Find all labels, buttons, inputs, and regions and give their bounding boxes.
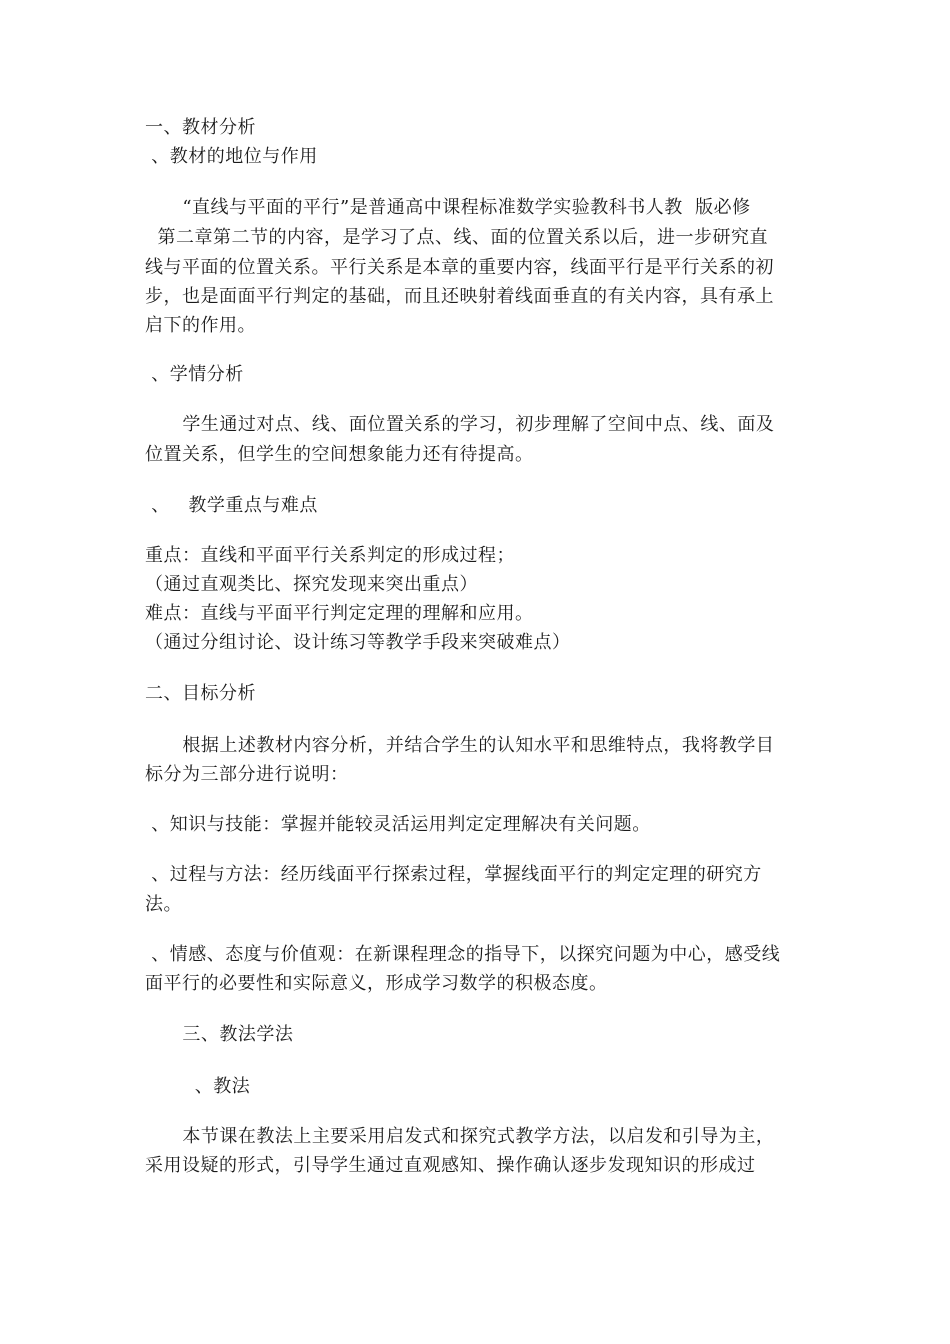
paragraph-line: “直线与平面的平行”是普通高中课程标准数学实验教科书人教 版必修 bbox=[145, 197, 751, 218]
section-heading-teaching-methods: 三、教法学法 bbox=[145, 1024, 294, 1045]
paragraph-line: 第二章第二节的内容，是学习了点、线、面的位置关系以后，进一步研究直 bbox=[145, 227, 768, 248]
goal-emotion-values: 面平行的必要性和实际意义，形成学习数学的积极态度。 bbox=[145, 973, 608, 994]
paragraph-line: 位置关系，但学生的空间想象能力还有待提高。 bbox=[145, 444, 534, 465]
key-point-line: 难点：直线与平面平行判定定理的理解和应用。 bbox=[145, 603, 534, 624]
paragraph-line: 线与平面的位置关系。平行关系是本章的重要内容，线面平行是平行关系的初 bbox=[145, 257, 774, 278]
subheading-student-analysis: 、学情分析 bbox=[145, 364, 244, 385]
paragraph-line: 根据上述教材内容分析，并结合学生的认知水平和思维特点，我将教学目 bbox=[145, 735, 775, 756]
goal-process-methods: 、过程与方法：经历线面平行探索过程，掌握线面平行的判定定理的研究方 bbox=[145, 864, 762, 885]
subheading-textbook-position: 、教材的地位与作用 bbox=[145, 146, 318, 167]
goal-emotion-values: 、情感、态度与价值观：在新课程理念的指导下，以探究问题为中心，感受线 bbox=[145, 944, 781, 965]
key-point-line: （通过直观类比、探究发现来突出重点） bbox=[145, 574, 478, 595]
paragraph-line: 本节课在教法上主要采用启发式和探究式教学方法，以启发和引导为主， bbox=[145, 1126, 775, 1147]
key-point-line: （通过分组讨论、设计练习等教学手段来突破难点） bbox=[145, 632, 571, 653]
paragraph-line: 步，也是面面平行判定的基础，而且还映射着线面垂直的有关内容，具有承上 bbox=[145, 286, 774, 307]
goal-process-methods: 法。 bbox=[145, 894, 182, 915]
goal-knowledge-skills: 、知识与技能：掌握并能较灵活运用判定定理解决有关问题。 bbox=[145, 814, 651, 835]
section-heading-textbook-analysis: 一、教材分析 bbox=[145, 117, 256, 138]
paragraph-line: 启下的作用。 bbox=[145, 315, 256, 336]
paragraph-line: 学生通过对点、线、面位置关系的学习，初步理解了空间中点、线、面及 bbox=[145, 414, 775, 435]
key-point-line: 重点：直线和平面平行关系判定的形成过程； bbox=[145, 545, 515, 566]
paragraph-line: 采用设疑的形式，引导学生通过直观感知、操作确认逐步发现知识的形成过 bbox=[145, 1155, 756, 1176]
section-heading-goal-analysis: 二、目标分析 bbox=[145, 683, 256, 704]
paragraph-line: 标分为三部分进行说明： bbox=[145, 764, 349, 785]
subheading-key-points: 、 教学重点与难点 bbox=[145, 495, 318, 516]
subheading-teaching-method: 、教法 bbox=[145, 1076, 251, 1097]
